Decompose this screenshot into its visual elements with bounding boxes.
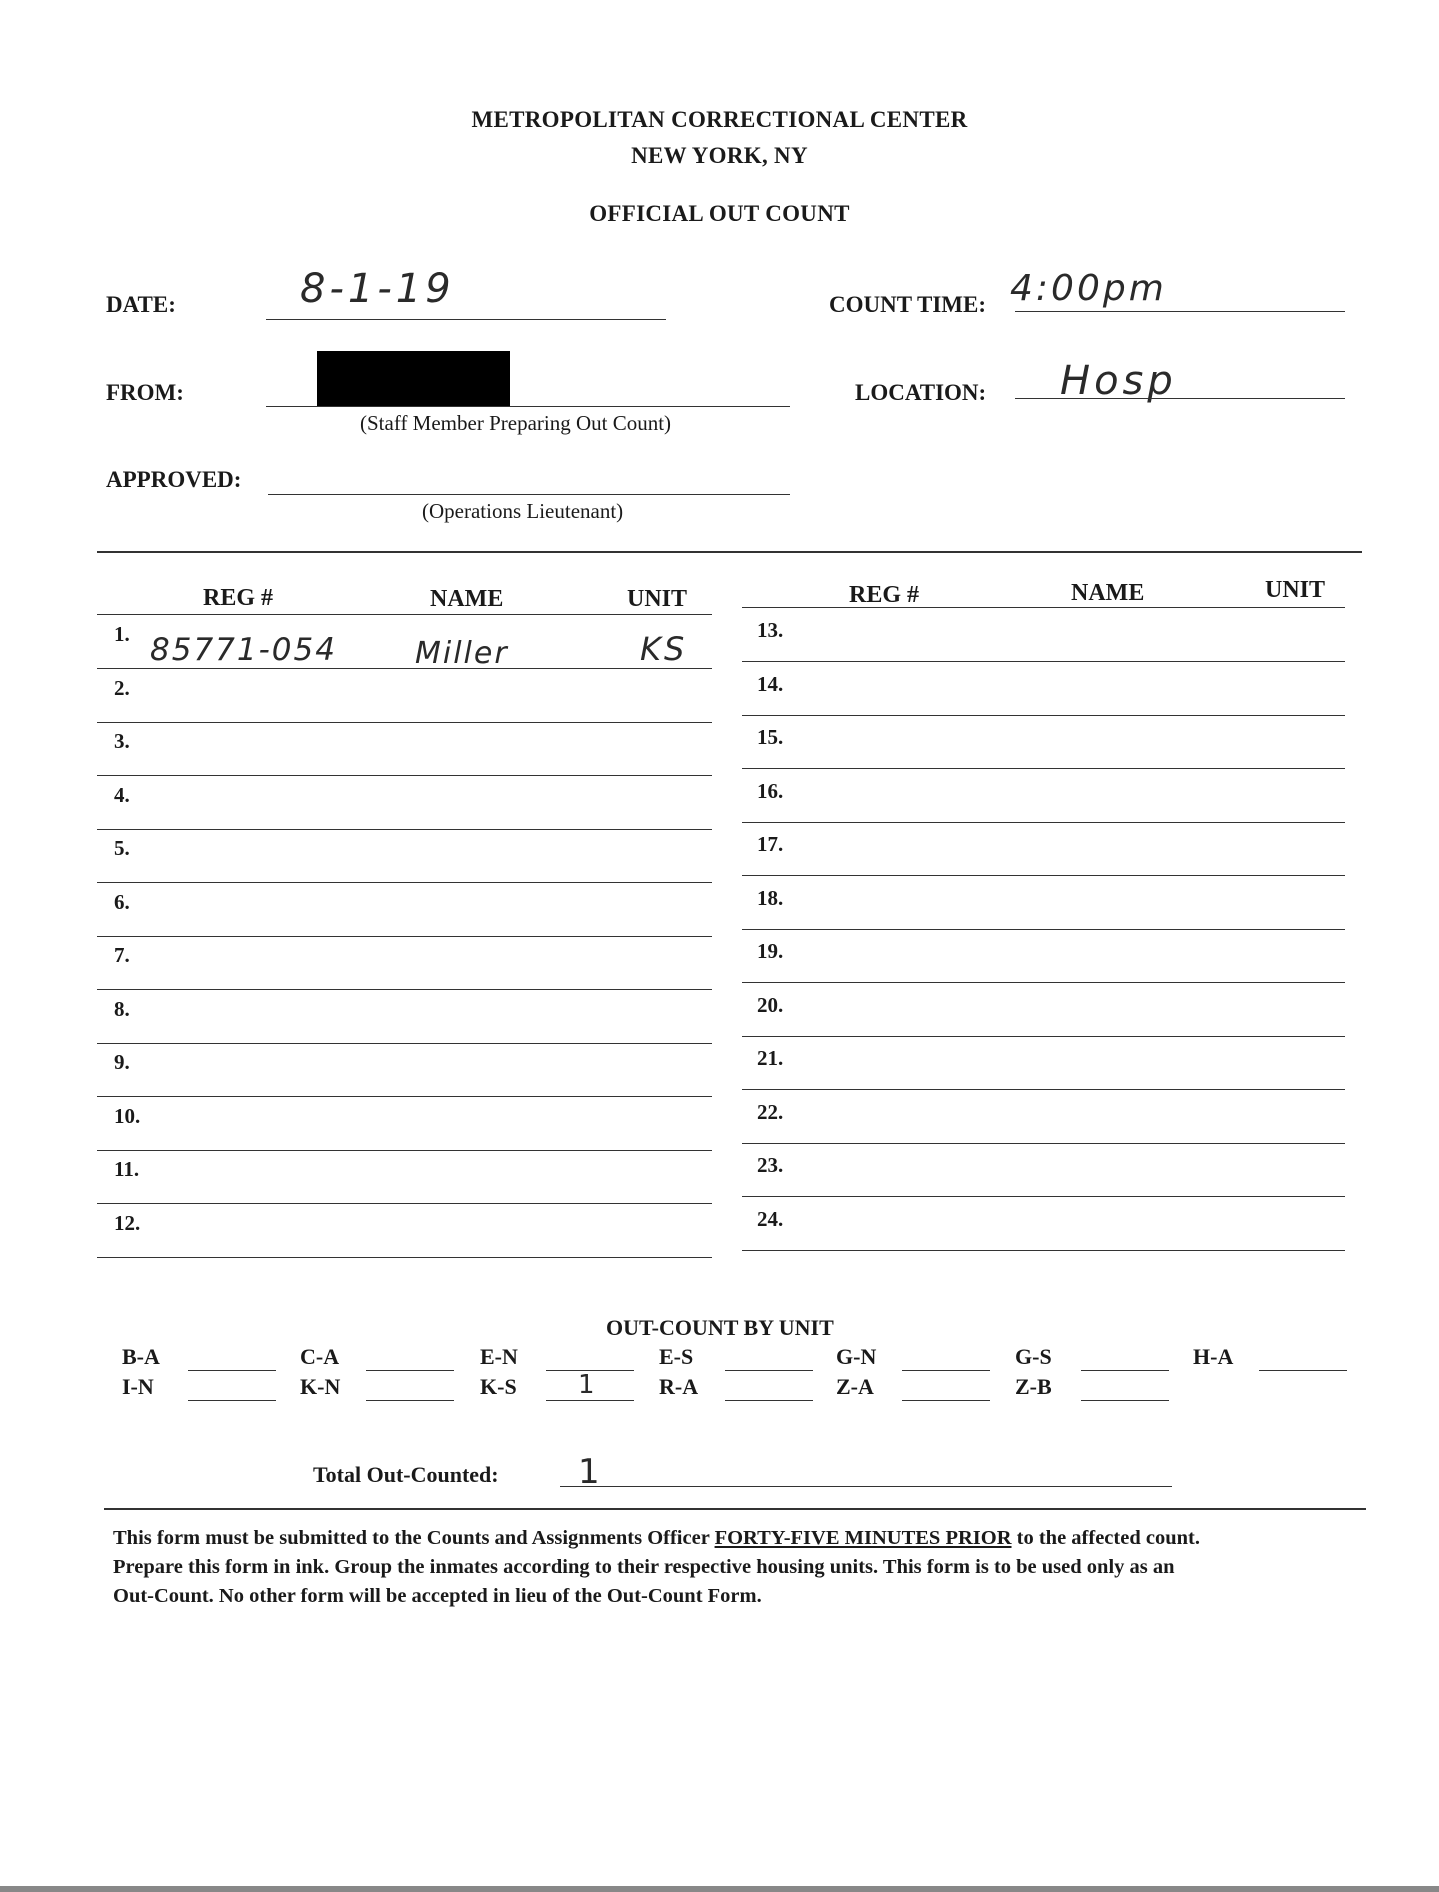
unit-count-line	[725, 1400, 813, 1401]
row-line	[742, 1196, 1345, 1197]
row-number: 9.	[114, 1050, 130, 1074]
footer-line-2: Prepare this form in ink. Group the inmates according to their respective housing units. This form is to be used only as an	[113, 1556, 1175, 1578]
row-line	[742, 1089, 1345, 1090]
total-value[interactable]: 1	[578, 1452, 600, 1492]
count-time-line	[1015, 311, 1345, 312]
approved-caption: (Operations Lieutenant)	[422, 499, 624, 523]
row-number: 4.	[114, 782, 130, 807]
unit-label: B-A	[122, 1344, 160, 1369]
unit-label: G-S	[1015, 1344, 1052, 1369]
row-number: 6.	[114, 889, 130, 914]
unit-label: K-S	[480, 1374, 517, 1399]
unit-count-line	[546, 1400, 634, 1401]
left-reg-header: REG #	[203, 585, 274, 611]
row-line	[742, 1250, 1345, 1251]
row-number: 23.	[757, 1153, 784, 1177]
unit-count-line	[902, 1370, 990, 1371]
row-number: 22.	[757, 1099, 784, 1124]
row-line	[97, 989, 712, 990]
row-number: 20.	[757, 992, 784, 1017]
row-line	[97, 936, 712, 937]
from-label: FROM:	[106, 380, 184, 405]
row-line	[742, 822, 1345, 823]
row-number: 14.	[757, 671, 784, 696]
footer-line-3: Out-Count. No other form will be accepted in lieu of the Out-Count Form.	[113, 1585, 762, 1607]
from-caption: (Staff Member Preparing Out Count)	[360, 411, 672, 435]
unit-count-line	[188, 1400, 276, 1401]
unit-label: Z-A	[836, 1374, 874, 1399]
date-label: DATE:	[106, 292, 176, 317]
facility-city: NEW YORK, NY	[631, 143, 808, 168]
out-count-title: OUT-COUNT BY UNIT	[606, 1315, 834, 1340]
right-unit-header: UNIT	[1265, 577, 1326, 603]
row-number: 17.	[757, 832, 784, 856]
unit-count-line	[1081, 1400, 1169, 1401]
row-number: 1.	[114, 622, 130, 646]
row-number: 13.	[757, 618, 784, 642]
row-line	[97, 1257, 712, 1258]
unit-label: K-N	[300, 1374, 341, 1399]
row-number: 19.	[757, 939, 784, 963]
row-1-unit[interactable]: KS	[640, 630, 688, 668]
row-number: 2.	[114, 675, 130, 700]
right-reg-header: REG #	[849, 582, 920, 608]
unit-count-line	[902, 1400, 990, 1401]
row-line	[97, 1043, 712, 1044]
footer-line-1	[113, 1524, 1363, 1553]
unit-count-value[interactable]: 1	[578, 1370, 595, 1400]
unit-count-line	[1259, 1370, 1347, 1371]
row-number: 15.	[757, 725, 784, 749]
unit-label: R-A	[659, 1374, 699, 1399]
unit-label: C-A	[300, 1344, 340, 1369]
row-line	[97, 1096, 712, 1097]
row-number: 21.	[757, 1046, 784, 1070]
row-1-reg[interactable]: 85771-054	[150, 632, 337, 668]
footer-text-a: This form must be submitted to the Counts and Assignments Officer	[113, 1527, 715, 1549]
row-line	[742, 982, 1345, 983]
left-name-header: NAME	[430, 586, 504, 612]
total-label: Total Out-Counted:	[313, 1462, 499, 1487]
row-number: 12.	[114, 1210, 141, 1235]
date-value[interactable]: 8-1-19	[300, 266, 455, 312]
form-title: OFFICIAL OUT COUNT	[589, 201, 850, 226]
unit-label: E-N	[480, 1344, 518, 1369]
row-line	[742, 768, 1345, 769]
row-line	[742, 1143, 1345, 1144]
row-line	[742, 661, 1345, 662]
row-number: 24.	[757, 1206, 784, 1231]
unit-label: H-A	[1193, 1344, 1234, 1369]
row-line	[97, 1150, 712, 1151]
row-number: 5.	[114, 836, 130, 860]
date-line	[266, 319, 666, 320]
footer-instructions	[113, 1524, 1363, 1611]
right-name-header: NAME	[1071, 580, 1145, 606]
unit-label: I-N	[122, 1374, 154, 1399]
unit-count-line	[188, 1370, 276, 1371]
left-header-line	[97, 614, 712, 615]
row-line	[97, 882, 712, 883]
row-line	[97, 668, 712, 669]
row-1-name[interactable]: Miller	[415, 636, 509, 671]
footer-text-b: to the affected count.	[1011, 1527, 1200, 1549]
unit-label: Z-B	[1015, 1374, 1052, 1399]
location-value[interactable]: Hosp	[1060, 358, 1177, 404]
section-divider	[97, 551, 1362, 553]
unit-label: G-N	[836, 1344, 877, 1369]
left-unit-header: UNIT	[627, 586, 688, 612]
row-line	[97, 829, 712, 830]
row-line	[742, 715, 1345, 716]
row-number: 16.	[757, 778, 784, 803]
approved-line	[268, 494, 790, 495]
row-number: 3.	[114, 729, 130, 753]
approved-label: APPROVED:	[106, 467, 242, 492]
from-line	[266, 406, 790, 407]
row-number: 10.	[114, 1103, 141, 1128]
location-line	[1015, 398, 1345, 399]
row-line	[742, 1036, 1345, 1037]
row-number: 8.	[114, 996, 130, 1021]
facility-name: METROPOLITAN CORRECTIONAL CENTER	[471, 107, 968, 132]
footer-emphasis: FORTY-FIVE MINUTES PRIOR	[714, 1527, 1012, 1549]
row-number: 7.	[114, 943, 130, 967]
unit-count-line	[366, 1370, 454, 1371]
row-line	[742, 875, 1345, 876]
unit-count-line	[366, 1400, 454, 1401]
location-label: LOCATION:	[855, 380, 987, 405]
redaction-box	[317, 351, 510, 406]
row-line	[742, 929, 1345, 930]
row-line	[97, 775, 712, 776]
row-number: 18.	[757, 885, 784, 910]
count-time-label: COUNT TIME:	[829, 292, 986, 317]
footer-divider	[104, 1508, 1366, 1510]
total-line	[560, 1486, 1172, 1487]
row-line	[97, 1203, 712, 1204]
row-line	[97, 722, 712, 723]
right-header-line	[742, 607, 1345, 608]
unit-count-line	[725, 1370, 813, 1371]
page-edge	[0, 1886, 1439, 1892]
unit-count-line	[1081, 1370, 1169, 1371]
row-number: 11.	[114, 1157, 140, 1181]
unit-label: E-S	[659, 1344, 694, 1369]
count-time-value[interactable]: 4:00pm	[1010, 268, 1167, 309]
